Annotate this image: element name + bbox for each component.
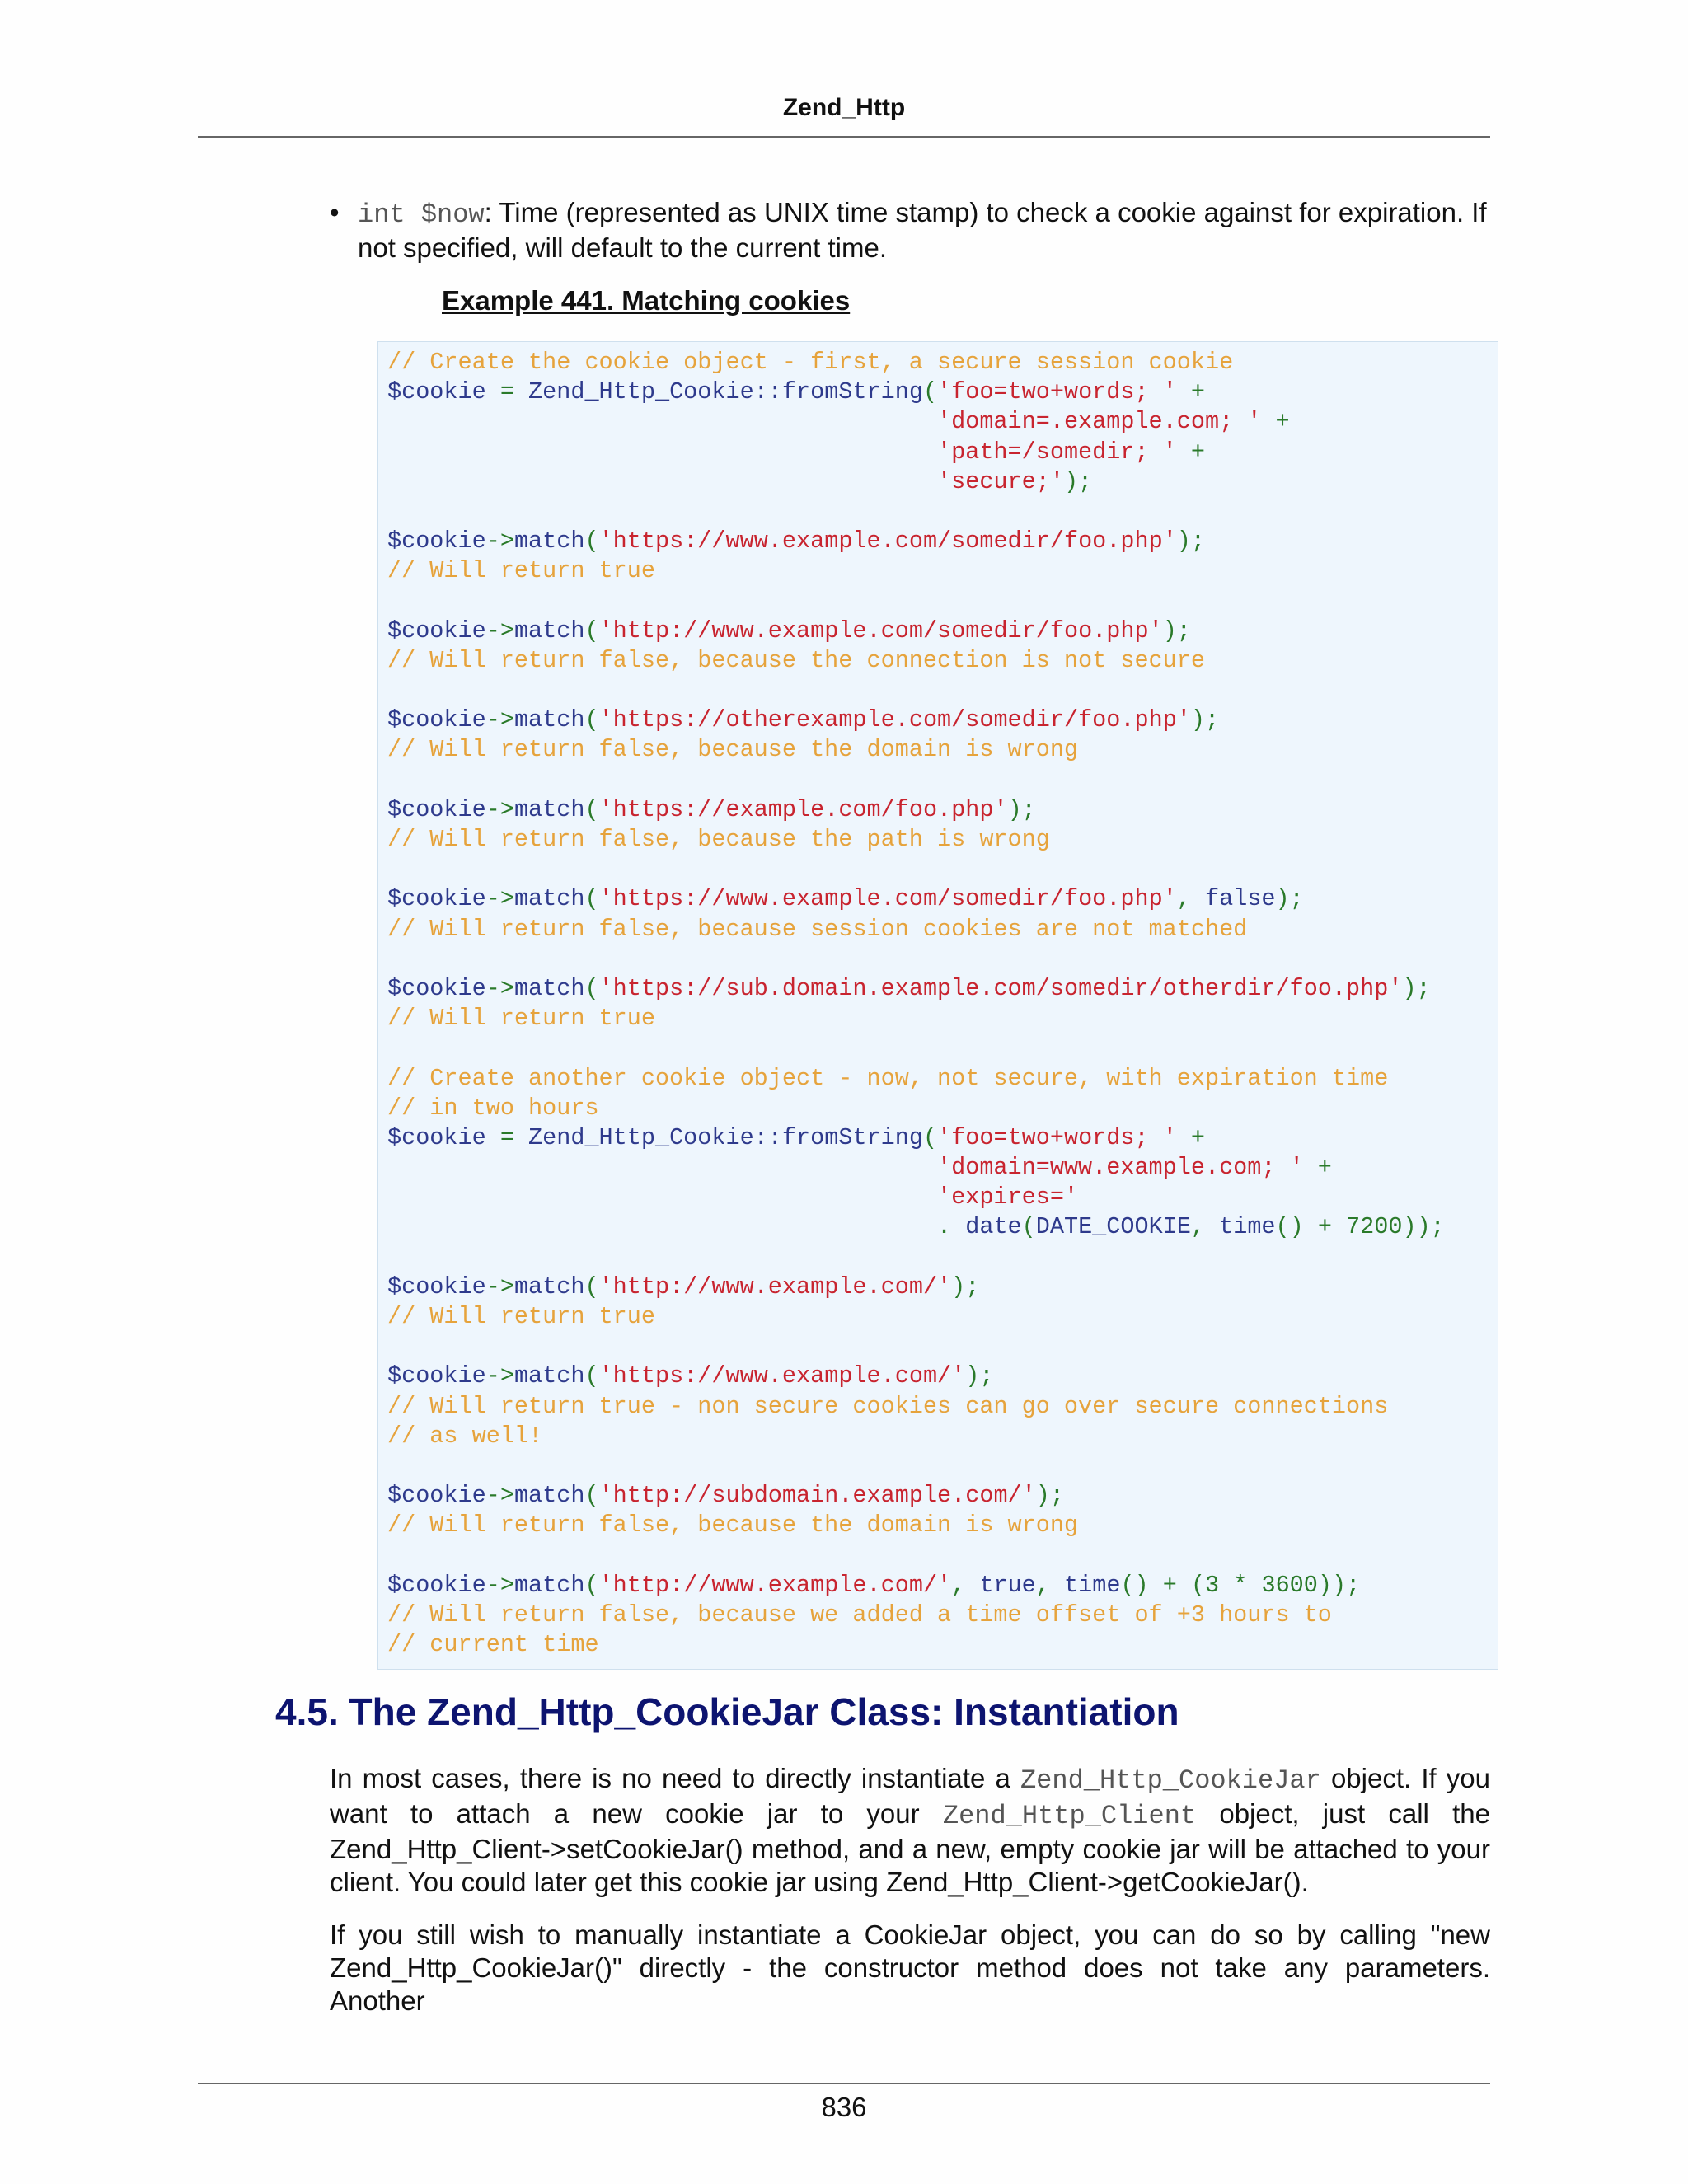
code-line xyxy=(387,1183,1445,1212)
code-line xyxy=(387,1392,1445,1422)
code-token: Zend_Http_Cookie::fromString xyxy=(528,1123,923,1151)
bullet-code: int $now xyxy=(358,199,485,230)
code-token: ); xyxy=(965,1362,994,1390)
bullet-dot: • xyxy=(330,197,340,227)
code-line xyxy=(387,348,1445,377)
example-title: Example 441. Matching cookies xyxy=(442,285,851,316)
code-token: ); xyxy=(1063,467,1093,495)
code-token: , xyxy=(1190,1213,1220,1241)
code-token: ( xyxy=(584,1482,599,1510)
code-line xyxy=(387,646,1445,676)
code-token: -> xyxy=(485,1272,514,1301)
code-token: 'domain=www.example.com; ' xyxy=(937,1154,1304,1182)
code-token: . xyxy=(937,1213,966,1241)
code-token: = xyxy=(485,378,529,406)
code-line xyxy=(387,616,1445,646)
code-line xyxy=(387,705,1445,735)
code-comment: // Will return false, because session cookies are not matched xyxy=(387,915,1248,943)
footer-rule xyxy=(198,2083,1490,2084)
code-line xyxy=(387,377,1445,407)
para1-code-cookiejar: Zend_Http_CookieJar xyxy=(1020,1765,1321,1796)
code-token: 'https://example.com/foo.php' xyxy=(598,795,1008,823)
code-token xyxy=(387,1213,937,1240)
code-line xyxy=(387,1153,1445,1183)
code-token: ); xyxy=(1275,885,1304,913)
code-token: 'https://sub.domain.example.com/somedir/otherdir/foo.php' xyxy=(598,974,1403,1002)
para1-text-3: object, just call the Zend_Http_Client->setCookieJar() method, and a new, empty cookie jar will be attached to your client. You could later get this cookie jar using Zend_Http_Client->getCookieJar(). xyxy=(330,1798,1490,1897)
code-token: $cookie xyxy=(387,1482,486,1510)
code-token: -> xyxy=(485,706,514,734)
code-line xyxy=(387,556,1445,586)
code-token: ); xyxy=(1402,974,1431,1002)
code-token: -> xyxy=(485,885,514,913)
code-token: ( xyxy=(584,795,599,823)
code-token: -> xyxy=(485,1571,514,1599)
code-line xyxy=(387,884,1445,914)
code-line xyxy=(387,974,1445,1004)
code-token xyxy=(387,1154,937,1181)
code-comment: // Will return false, because we added a time offset of +3 hours to xyxy=(387,1601,1332,1629)
code-line xyxy=(387,1302,1445,1332)
code-token: ( xyxy=(584,885,599,913)
code-token: ( xyxy=(922,1123,938,1151)
code-token: () + 7200)); xyxy=(1275,1213,1445,1241)
code-token: ( xyxy=(584,616,599,644)
code-line xyxy=(387,1332,1445,1361)
code-comment: // Create the cookie object - first, a secure session cookie xyxy=(387,349,1234,376)
code-token: $cookie xyxy=(387,378,486,406)
code-token: -> xyxy=(485,974,514,1002)
code-token: 'domain=.example.com; ' xyxy=(937,408,1262,436)
code-line xyxy=(387,1511,1445,1540)
code-line xyxy=(387,944,1445,974)
code-token: ); xyxy=(1007,795,1036,823)
code-token: 'expires=' xyxy=(937,1183,1079,1212)
code-comment: // Will return true xyxy=(387,557,655,585)
code-token: match xyxy=(513,706,585,734)
code-line xyxy=(387,467,1445,497)
code-token: , xyxy=(1176,885,1206,913)
page-header-title: Zend_Http xyxy=(782,94,906,121)
code-token: 'path=/somedir; ' xyxy=(937,438,1177,466)
code-line xyxy=(387,676,1445,705)
bullet-item xyxy=(358,196,1490,265)
code-line xyxy=(387,795,1445,825)
code-token: 'https://www.example.com/somedir/foo.php' xyxy=(598,527,1177,555)
code-token: -> xyxy=(485,1362,514,1390)
code-token xyxy=(387,468,937,495)
code-token xyxy=(387,408,937,435)
code-token: , xyxy=(951,1571,980,1599)
code-token: ); xyxy=(1035,1482,1064,1510)
code-line xyxy=(387,915,1445,944)
code-token: match xyxy=(513,795,585,823)
code-token: 'foo=two+words; ' xyxy=(937,378,1177,406)
code-token: $cookie xyxy=(387,1123,486,1151)
section-heading: 4.5. The Zend_Http_CookieJar Class: Instantiation xyxy=(275,1690,1179,1733)
code-token: ( xyxy=(922,378,938,406)
code-token: 'https://otherexample.com/somedir/foo.php' xyxy=(598,706,1191,734)
code-comment: // current time xyxy=(387,1631,599,1659)
code-token: match xyxy=(513,974,585,1002)
code-token: -> xyxy=(485,527,514,555)
code-token: $cookie xyxy=(387,1571,486,1599)
code-comment: // Will return false, because the domain is wrong xyxy=(387,736,1079,764)
code-token: match xyxy=(513,885,585,913)
code-token: ); xyxy=(951,1272,980,1301)
code-token: match xyxy=(513,1362,585,1390)
code-token: ( xyxy=(584,1272,599,1301)
code-token: + xyxy=(1176,438,1205,466)
code-token: match xyxy=(513,1571,585,1599)
code-line xyxy=(387,1630,1445,1660)
code-line xyxy=(387,527,1445,556)
code-token: + xyxy=(1261,408,1290,436)
code-token xyxy=(387,438,937,466)
code-token: true xyxy=(979,1571,1036,1599)
code-line xyxy=(387,438,1445,467)
para1-text-2: object. If you want to attach a new cookie jar to your xyxy=(330,1763,1491,1829)
code-line xyxy=(387,1571,1445,1601)
code-comment: // Will return false, because the domain is wrong xyxy=(387,1511,1079,1540)
code-line xyxy=(387,1004,1445,1033)
code-listing xyxy=(387,348,1445,1660)
code-line xyxy=(387,587,1445,616)
code-token: date xyxy=(965,1213,1022,1241)
code-token xyxy=(387,1183,937,1211)
code-token: match xyxy=(513,616,585,644)
code-token: time xyxy=(1219,1213,1276,1241)
code-line xyxy=(387,1481,1445,1511)
code-line xyxy=(387,1422,1445,1451)
para1-code-client: Zend_Http_Client xyxy=(942,1801,1197,1831)
code-line xyxy=(387,1541,1445,1571)
code-token: 'secure;' xyxy=(937,467,1064,495)
code-token: ( xyxy=(584,1362,599,1390)
code-line xyxy=(387,855,1445,884)
code-comment: // as well! xyxy=(387,1422,543,1450)
paragraph-1 xyxy=(330,1762,1490,1899)
code-token: $cookie xyxy=(387,706,486,734)
code-line xyxy=(387,1094,1445,1123)
code-comment: // in two hours xyxy=(387,1094,599,1122)
code-line xyxy=(387,1361,1445,1391)
code-comment: // Will return true - non secure cookies can go over secure connections xyxy=(387,1392,1389,1420)
code-line xyxy=(387,1451,1445,1481)
code-token: ( xyxy=(584,706,599,734)
bullet-description: : Time (represented as UNIX time stamp) to check a cookie against for expiration. If not specified, will default to the current time. xyxy=(358,197,1487,263)
code-line xyxy=(387,1601,1445,1630)
code-token: 'https://www.example.com/' xyxy=(598,1362,966,1390)
code-token: 'http://www.example.com/' xyxy=(598,1272,952,1301)
code-token: -> xyxy=(485,1482,514,1510)
code-token: 'foo=two+words; ' xyxy=(937,1123,1177,1151)
code-token: ( xyxy=(1021,1213,1036,1241)
code-token: DATE_COOKIE xyxy=(1035,1213,1191,1241)
code-token: $cookie xyxy=(387,1272,486,1301)
code-token: false xyxy=(1205,885,1276,913)
code-comment: // Will return false, because the path is wrong xyxy=(387,826,1050,853)
paragraph-2: If you still wish to manually instantiate a CookieJar object, you can do so by calling "new Zend_Http_CookieJar()" directly - the constructor method does not take any parameters. Another xyxy=(330,1919,1490,2016)
code-comment: // Create another cookie object - now, not secure, with expiration time xyxy=(387,1064,1389,1092)
code-line xyxy=(387,497,1445,527)
code-token: () + (3 * 3600)); xyxy=(1120,1571,1361,1599)
code-token: $cookie xyxy=(387,1362,486,1390)
code-token: + xyxy=(1176,1123,1206,1151)
code-line xyxy=(387,1212,1445,1242)
code-line xyxy=(387,1064,1445,1094)
header-rule xyxy=(198,136,1490,138)
code-line xyxy=(387,1243,1445,1272)
code-token: + xyxy=(1176,378,1206,406)
code-token: time xyxy=(1064,1571,1121,1599)
code-token: ); xyxy=(1162,616,1191,644)
code-token: match xyxy=(513,1272,585,1301)
code-line xyxy=(387,1272,1445,1302)
code-token: ( xyxy=(584,527,599,555)
code-token: + xyxy=(1303,1154,1332,1182)
code-token: ); xyxy=(1176,527,1206,555)
code-token: , xyxy=(1035,1571,1065,1599)
code-line xyxy=(387,1123,1445,1153)
code-token: $cookie xyxy=(387,885,486,913)
code-token: 'http://www.example.com/' xyxy=(598,1571,952,1599)
code-comment: // Will return true xyxy=(387,1303,655,1330)
code-token: match xyxy=(513,1482,585,1510)
code-line xyxy=(387,1033,1445,1063)
code-token: 'http://www.example.com/somedir/foo.php' xyxy=(598,616,1163,644)
code-token: ( xyxy=(584,974,599,1002)
code-token: $cookie xyxy=(387,616,486,644)
code-token: match xyxy=(513,527,585,555)
code-line xyxy=(387,735,1445,765)
code-line xyxy=(387,766,1445,795)
code-token: $cookie xyxy=(387,795,486,823)
code-token: 'http://subdomain.example.com/' xyxy=(598,1482,1036,1510)
code-token: $cookie xyxy=(387,974,486,1002)
code-token: Zend_Http_Cookie::fromString xyxy=(528,378,923,406)
page-number: 836 xyxy=(821,2092,867,2122)
code-token: -> xyxy=(485,795,514,823)
code-token: $cookie xyxy=(387,527,486,555)
code-token: ( xyxy=(584,1571,599,1599)
code-token: -> xyxy=(485,616,514,644)
para1-text-1: In most cases, there is no need to directly instantiate a xyxy=(330,1763,1020,1793)
code-comment: // Will return true xyxy=(387,1005,655,1033)
code-token: 'https://www.example.com/somedir/foo.php' xyxy=(598,885,1177,913)
code-line xyxy=(387,825,1445,855)
code-comment: // Will return false, because the connection is not secure xyxy=(387,646,1205,674)
code-token: = xyxy=(485,1123,529,1151)
code-token: ); xyxy=(1190,706,1220,734)
code-line xyxy=(387,407,1445,437)
